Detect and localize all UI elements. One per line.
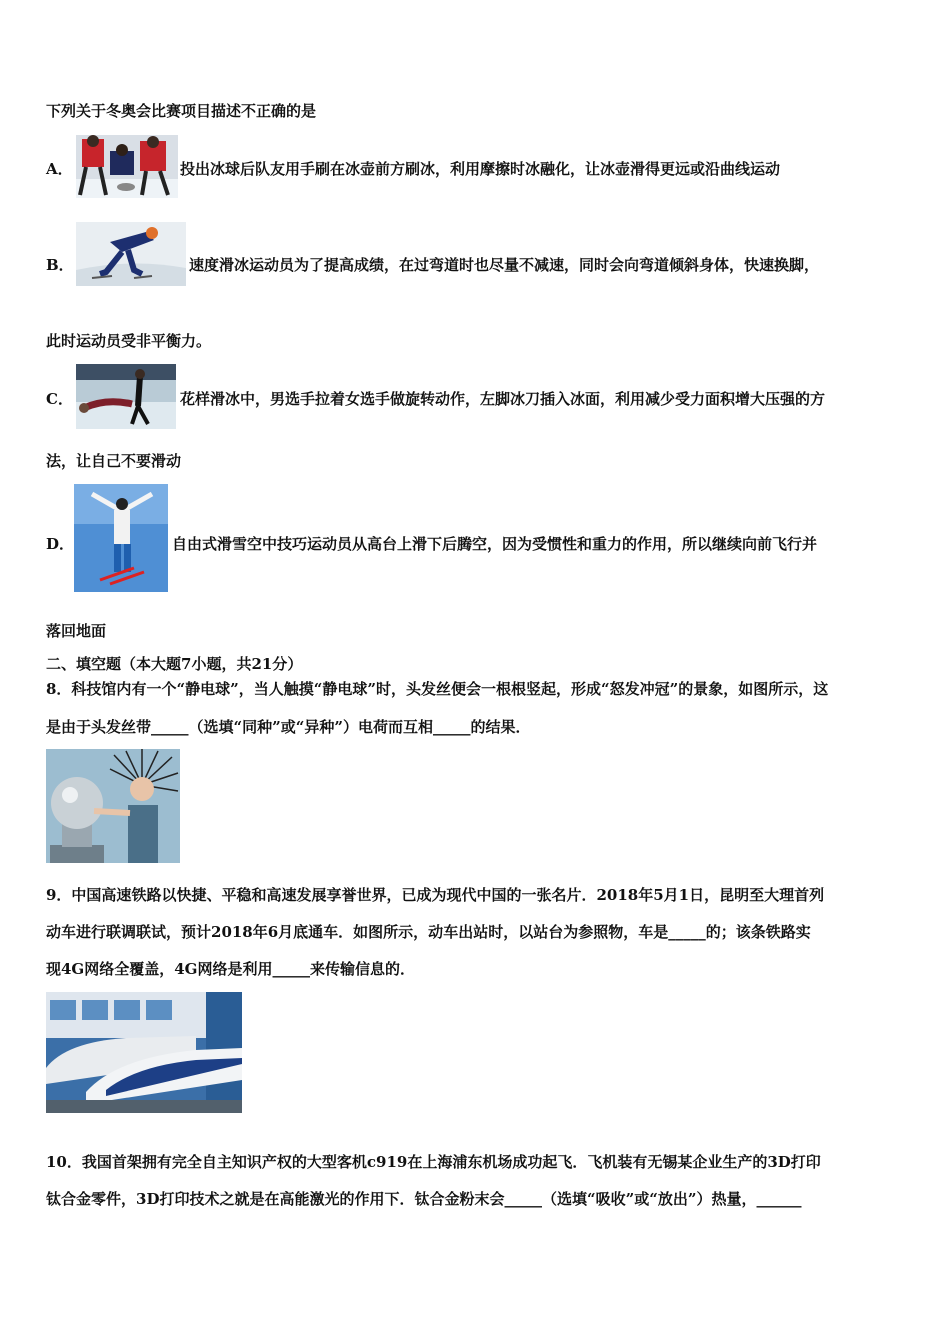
option-d-continuation: 落回地面 <box>46 622 107 640</box>
option-d-letter: D． <box>46 535 75 553</box>
section-heading: 二、填空题（本大题7小题，共21分） <box>46 655 303 673</box>
q8-line-1: 8．科技馆内有一个“静电球”，当人触摸“静电球”时，头发丝便会一根根竖起，形成“怒发冲冠”的景象，如图所示，这 <box>46 680 829 698</box>
static-electricity-image <box>46 749 180 863</box>
q10-line-1: 10．我国首架拥有完全自主知识产权的大型客机c919在上海浦东机场成功起飞．飞机装有无锡某企业生产的3D打印 <box>46 1153 821 1171</box>
figure-skating-image <box>76 364 176 429</box>
option-a-text: 投出冰球后队友用手刷在冰壶前方刷冰，利用摩擦时冰融化，让冰壶滑得更远或沿曲线运动 <box>180 160 781 178</box>
option-c-continuation: 法，让自己不要滑动 <box>46 452 182 470</box>
q9-line-1: 9．中国高速铁路以快捷、平稳和高速发展享誉世界，已成为现代中国的一张名片．2018年5月1日，昆明至大理首列 <box>46 886 825 904</box>
high-speed-train-image <box>46 992 242 1113</box>
q8-line-2: 是由于头发丝带_____（选填“同种”或“异种”）电荷而互相_____的结果． <box>46 718 531 736</box>
option-c-letter: C． <box>46 390 73 408</box>
option-b-letter: B． <box>46 256 74 274</box>
curling-image <box>76 135 178 198</box>
speed-skating-image <box>76 222 186 286</box>
q10-line-2: 钛合金零件，3D打印技术之就是在高能激光的作用下．钛合金粉末会_____（选填“吸收”或“放出”）热量，______ <box>46 1190 802 1208</box>
question-intro: 下列关于冬奥会比赛项目描述不正确的是 <box>46 102 317 120</box>
option-d-text: 自由式滑雪空中技巧运动员从高台上滑下后腾空，因为受惯性和重力的作用，所以继续向前飞行并 <box>172 535 818 553</box>
option-b-continuation: 此时运动员受非平衡力。 <box>46 332 212 350</box>
option-c-text: 花样滑冰中，男选手拉着女选手做旋转动作，左脚冰刀插入冰面，利用减少受力面积增大压强的方 <box>180 390 826 408</box>
q9-line-2: 动车进行联调联试，预计2018年6月底通车．如图所示，动车出站时，以站台为参照物，车是_____的；该条铁路实 <box>46 923 811 941</box>
option-b-text: 速度滑冰运动员为了提高成绩，在过弯道时也尽量不减速，同时会向弯道倾斜身体，快速换脚， <box>189 256 820 274</box>
q9-line-3: 现4G网络全覆盖，4G网络是利用_____来传输信息的． <box>46 960 415 978</box>
aerial-skiing-image <box>74 484 168 592</box>
option-a-letter: A． <box>46 160 73 178</box>
